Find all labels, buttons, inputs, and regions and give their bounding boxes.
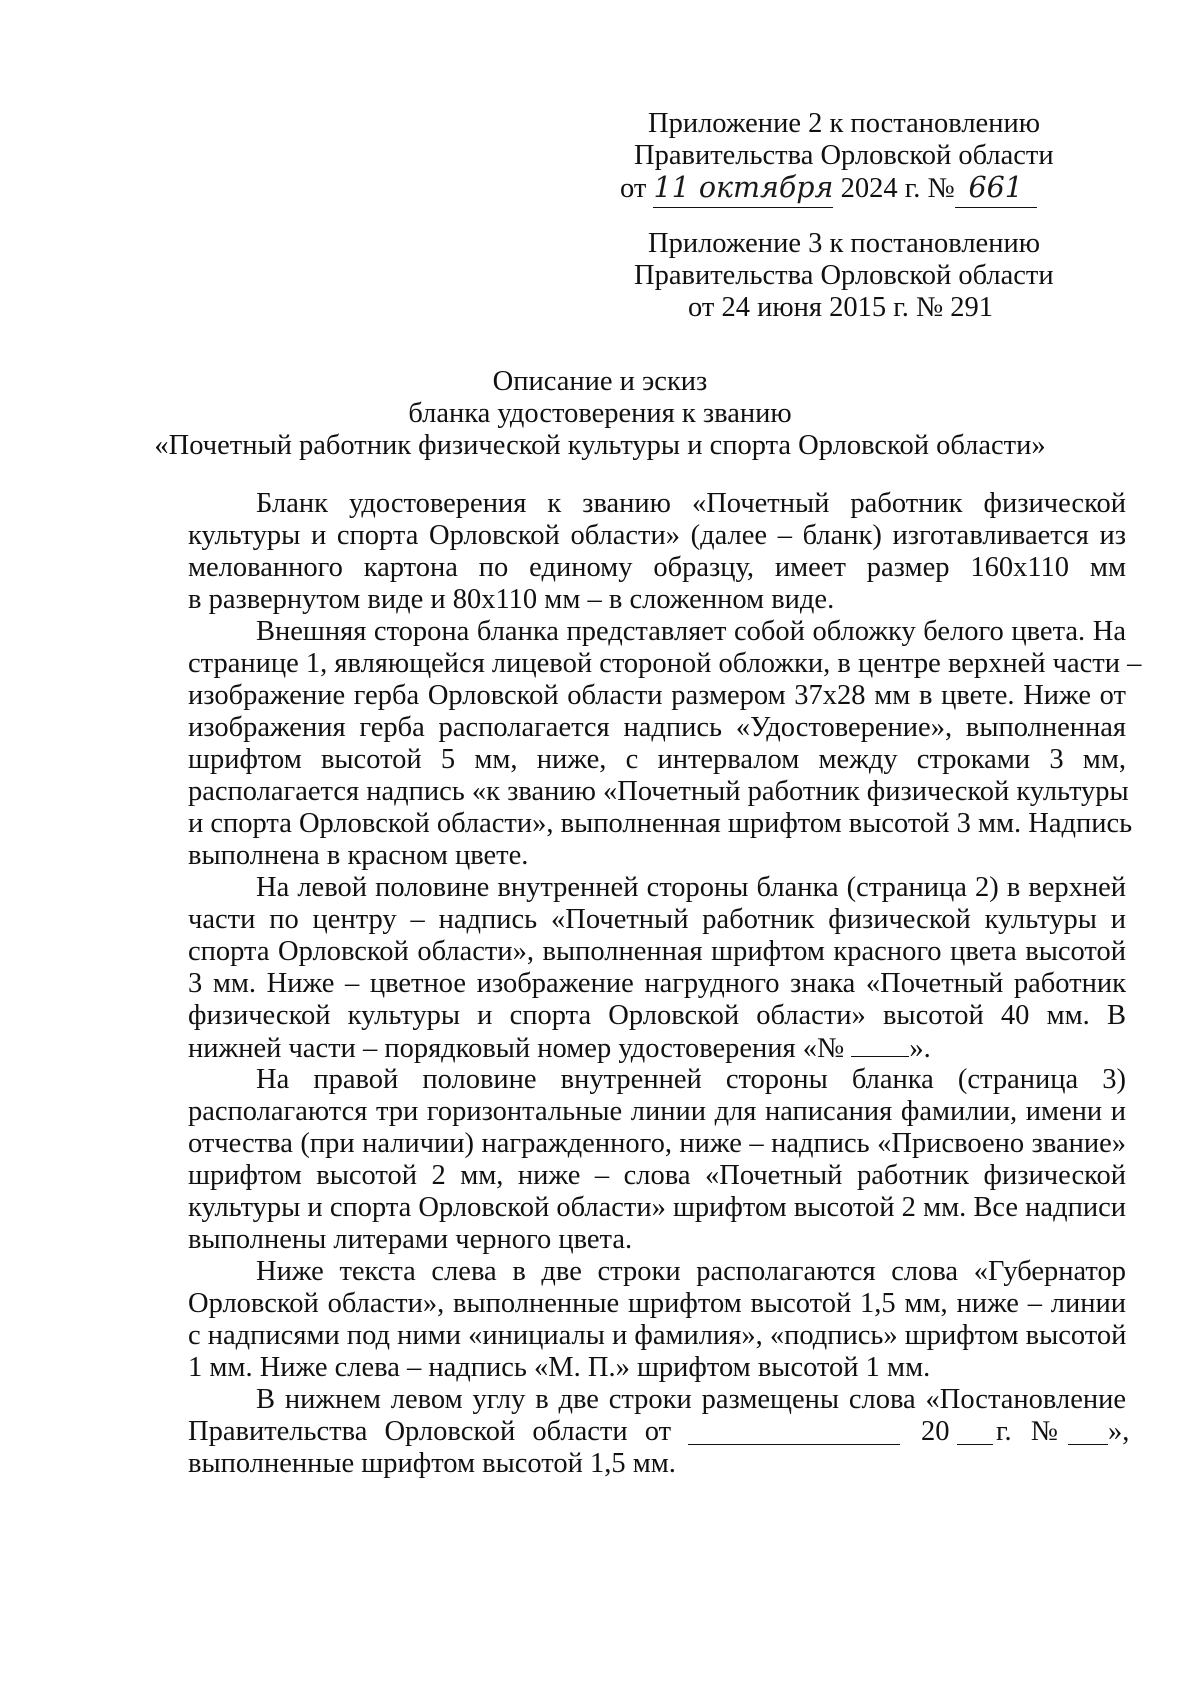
title-line2: бланка удостоверения к званию (408, 398, 792, 429)
paragraph-1-line-1: Бланк удостоверения к званию «Почетный работник физической (256, 488, 1126, 519)
paragraph-5-line-1: Ниже текста слева в две строки располагаются слова «Губернатор (256, 1256, 1126, 1287)
appendix-2-date-line (620, 170, 1037, 208)
paragraph-6-line-1: В нижнем левом углу в две строки размещены слова «Постановление (256, 1384, 1126, 1415)
paragraph-2-line-1: Внешняя сторона бланка представляет собой обложку белого цвета. На (256, 616, 1126, 647)
resolution-label: Правительства Орловской области от (188, 1416, 672, 1447)
date-prefix: от (620, 173, 647, 204)
paragraph-2-line-4: изображения герба располагается надпись «Удостоверение», выполненная (188, 712, 1126, 743)
title-line3: «Почетный работник физической культуры и спорта Орловской области» (154, 430, 1046, 461)
paragraph-2-line-6: располагается надпись «к званию «Почетный работник физической культуры (188, 776, 1129, 807)
paragraph-4-line-5: культуры и спорта Орловской области» шрифтом высотой 2 мм. Все надписи (188, 1192, 1126, 1223)
resolution-date-blank (688, 1418, 900, 1445)
appendix-3-line1: Приложение 3 к постановлению (648, 228, 1041, 259)
certificate-number-blank (851, 1030, 909, 1057)
paragraph-2-line-5: шрифтом высотой 5 мм, ниже, с интервалом между строками 3 мм, (188, 744, 1126, 775)
paragraph-3-line-1: На левой половине внутренней стороны бланка (страница 2) в верхней (256, 872, 1126, 903)
appendix-3-line3: от 24 июня 2015 г. № 291 (688, 292, 994, 323)
paragraph-4-line-1: На правой половине внутренней стороны бланка (страница 3) (256, 1064, 1126, 1095)
paragraph-3-line-4: 3 мм. Ниже – цветное изображение нагрудного знака «Почетный работник (188, 968, 1126, 999)
paragraph-5-line-4: 1 мм. Ниже слева – надпись «М. П.» шрифтом высотой 1 мм. (188, 1352, 931, 1383)
appendix-3-line2: Правительства Орловской области (634, 260, 1054, 291)
handwritten-number: 661 (955, 170, 1037, 208)
paragraph-4-line-3: отчества (при наличии) награжденного, ниже – надпись «Присвоено звание» (188, 1128, 1126, 1159)
paragraph-1-line-4: в развернутом виде и 80х110 мм – в сложенном виде. (188, 584, 835, 615)
year-and-number-label: 2024 г. № (840, 173, 955, 204)
resolution-year-blank (957, 1418, 993, 1445)
paragraph-3-line-2: части по центру – надпись «Почетный работник физической культуры и (188, 904, 1126, 935)
resolution-year-label: 20 (921, 1416, 950, 1447)
resolution-number-label: г. № (996, 1416, 1058, 1447)
resolution-number-blank (1068, 1418, 1108, 1445)
paragraph-2-line-8: выполнена в красном цвете. (188, 840, 529, 871)
title-line1: Описание и эскиз (492, 366, 708, 397)
paragraph-2-line-2: странице 1, являющейся лицевой стороной обложки, в центре верхней части – (188, 648, 1142, 679)
paragraph-3-line-3: спорта Орловской области», выполненная шрифтом красного цвета высотой (188, 936, 1126, 967)
resolution-close: », (1108, 1416, 1130, 1447)
paragraph-3-line-5: физической культуры и спорта Орловской области» высотой 40 мм. В (188, 1000, 1126, 1031)
paragraph-5-line-3: с надписями под ними «инициалы и фамилия», «подпись» шрифтом высотой (188, 1320, 1127, 1351)
paragraph-1-line-2: культуры и спорта Орловской области» (далее – бланк) изготавливается из (188, 520, 1126, 551)
certificate-number-close: ». (909, 1033, 931, 1064)
paragraph-2-line-7: и спорта Орловской области», выполненная шрифтом высотой 3 мм. Надпись (188, 808, 1133, 839)
paragraph-4-line-2: располагаются три горизонтальные линии для написания фамилии, имени и (188, 1096, 1126, 1127)
appendix-2-line2: Правительства Орловской области (634, 140, 1054, 171)
appendix-2-line1: Приложение 2 к постановлению (648, 108, 1041, 139)
paragraph-4-line-6: выполнены литерами черного цвета. (188, 1224, 633, 1255)
handwritten-date: 11 октября (653, 170, 833, 208)
certificate-number-label: нижней части – порядковый номер удостоверения «№ (188, 1033, 845, 1064)
paragraph-6-line-3: выполненные шрифтом высотой 1,5 мм. (188, 1448, 676, 1479)
paragraph-2-line-3: изображение герба Орловской области размером 37х28 мм в цвете. Ниже от (188, 680, 1126, 711)
paragraph-1-line-3: мелованного картона по единому образцу, имеет размер 160х110 мм (188, 552, 1126, 583)
paragraph-5-line-2: Орловской области», выполненные шрифтом высотой 1,5 мм, ниже – линии (188, 1288, 1126, 1319)
paragraph-4-line-4: шрифтом высотой 2 мм, ниже – слова «Почетный работник физической (188, 1160, 1126, 1191)
